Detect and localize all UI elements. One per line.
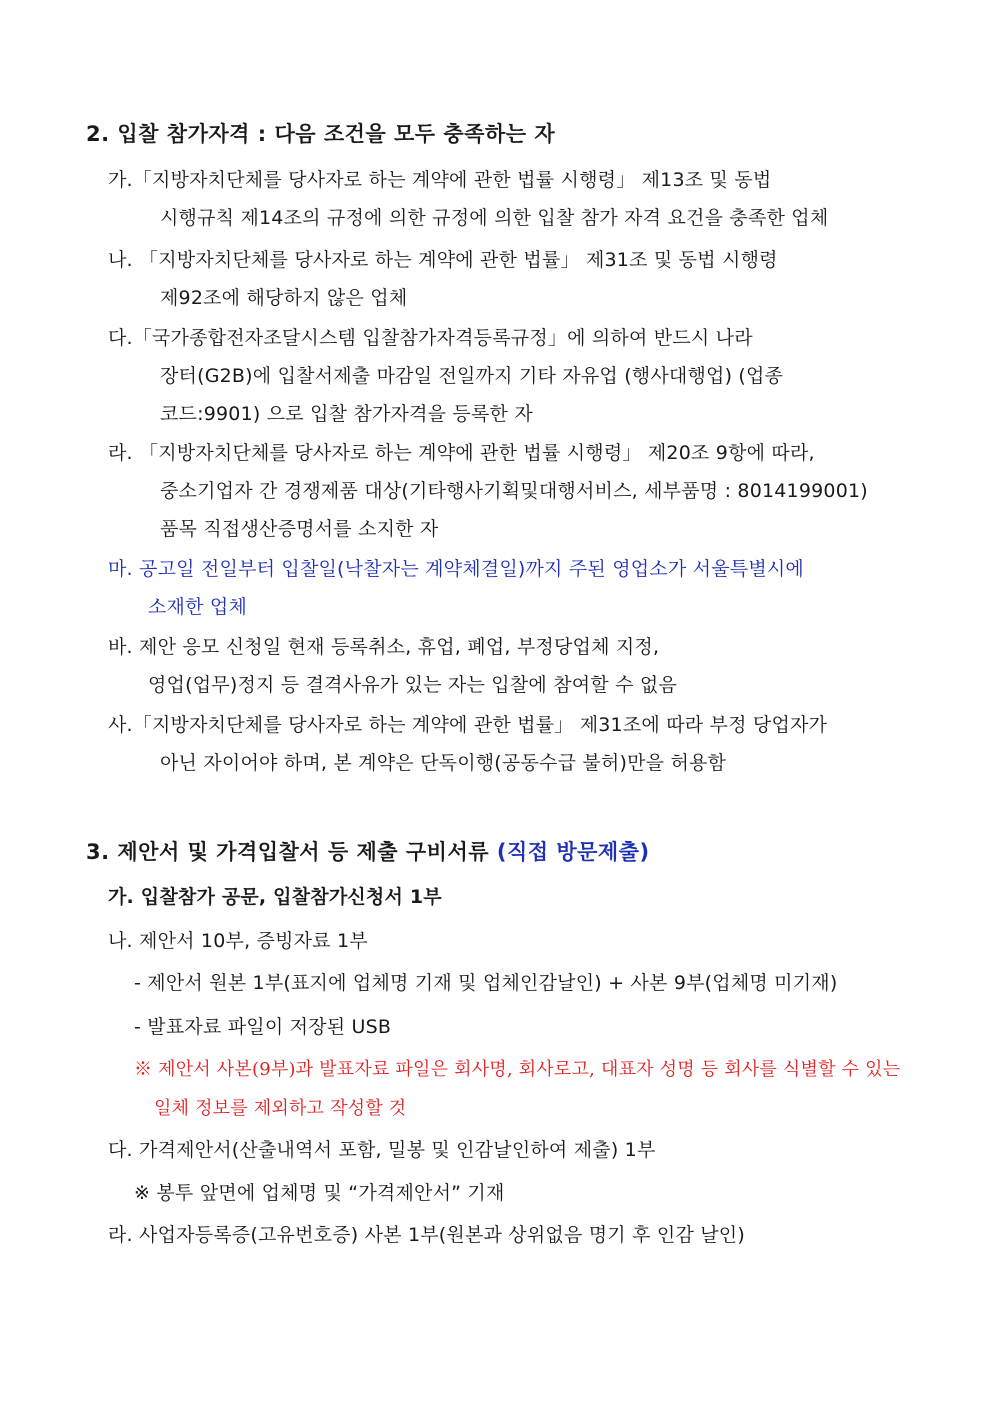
section-2-title: 2. 입찰 참가자격 : 다음 조건을 모두 충족하는 자 [86, 122, 556, 146]
docs-sub-usb: - 발표자료 파일이 저장된 USB [134, 1016, 392, 1038]
section-3-title-text: 3. 제안서 및 가격입찰서 등 제출 구비서류 [86, 840, 490, 864]
item-na-line-2: 제92조에 해당하지 않은 업체 [160, 287, 408, 309]
item-da-line-2: 장터(G2B)에 입찰서제출 마감일 전일까지 기타 자유업 (행사대행업) (업종 [160, 365, 784, 387]
docs-sub-original: - 제안서 원본 1부(표지에 업체명 기재 및 업체인감날인) + 사본 9부(업체명 미기재) [134, 972, 838, 994]
docs-item-da: 다. 가격제안서(산출내역서 포함, 밀봉 및 인감날인하여 제출) 1부 [108, 1139, 656, 1161]
item-ga-line-1: 가.「지방자치단체를 당사자로 하는 계약에 관한 법률 시행령」 제13조 및 동법 [108, 169, 772, 191]
docs-item-ra: 라. 사업자등록증(고유번호증) 사본 1부(원본과 상위없음 명기 후 인감 날인) [108, 1224, 745, 1246]
item-ba-line-1: 바. 제안 응모 신청일 현재 등록취소, 휴업, 폐업, 부정당업체 지정, [108, 636, 660, 658]
docs-note-envelope: ※ 봉투 앞면에 업체명 및 “가격제안서” 기재 [134, 1182, 505, 1204]
item-ra-line-2: 중소기업자 간 경쟁제품 대상(기타행사기획및대행서비스, 세부품명 : 8014199001) [160, 480, 868, 502]
item-sa-line-2: 아닌 자이어야 하며, 본 계약은 단독이행(공동수급 불허)만을 허용함 [160, 752, 727, 774]
docs-note-line-1: ※ 제안서 사본(9부)과 발표자료 파일은 회사명, 회사로고, 대표자 성명 등 회사를 식별할 수 있는 [134, 1059, 901, 1080]
item-ba-line-2: 영업(업무)정지 등 결격사유가 있는 자는 입찰에 참여할 수 없음 [148, 674, 677, 696]
item-na-line-1: 나. 「지방자치단체를 당사자로 하는 계약에 관한 법률」 제31조 및 동법 시행령 [108, 249, 778, 271]
docs-note-line-2: 일체 정보를 제외하고 작성할 것 [154, 1098, 407, 1119]
section-3-title [86, 836, 650, 866]
item-ma-line-1: 마. 공고일 전일부터 입찰일(낙찰자는 계약체결일)까지 주된 영업소가 서울특별시에 [108, 558, 804, 580]
item-ma-line-2: 소재한 업체 [148, 596, 248, 618]
docs-item-ga: 가. 입찰참가 공문, 입찰참가신청서 1부 [108, 886, 442, 908]
item-ga-line-2: 시행규칙 제14조의 규정에 의한 규정에 의한 입찰 참가 자격 요건을 충족한 업체 [160, 207, 829, 229]
item-da-line-1: 다.「국가종합전자조달시스템 입찰참가자격등록규정」에 의하여 반드시 나라 [108, 327, 753, 349]
docs-item-na: 나. 제안서 10부, 증빙자료 1부 [108, 930, 368, 952]
section-3-title-note: (직접 방문제출) [496, 840, 650, 864]
item-ra-line-3: 품목 직접생산증명서를 소지한 자 [160, 518, 439, 540]
item-sa-line-1: 사.「지방자치단체를 당사자로 하는 계약에 관한 법률」 제31조에 따라 부정 당업자가 [108, 714, 828, 736]
item-ra-line-1: 라. 「지방자치단체를 당사자로 하는 계약에 관한 법률 시행령」 제20조 9항에 따라, [108, 442, 815, 464]
item-da-line-3: 코드:9901) 으로 입찰 참가자격을 등록한 자 [160, 403, 533, 425]
